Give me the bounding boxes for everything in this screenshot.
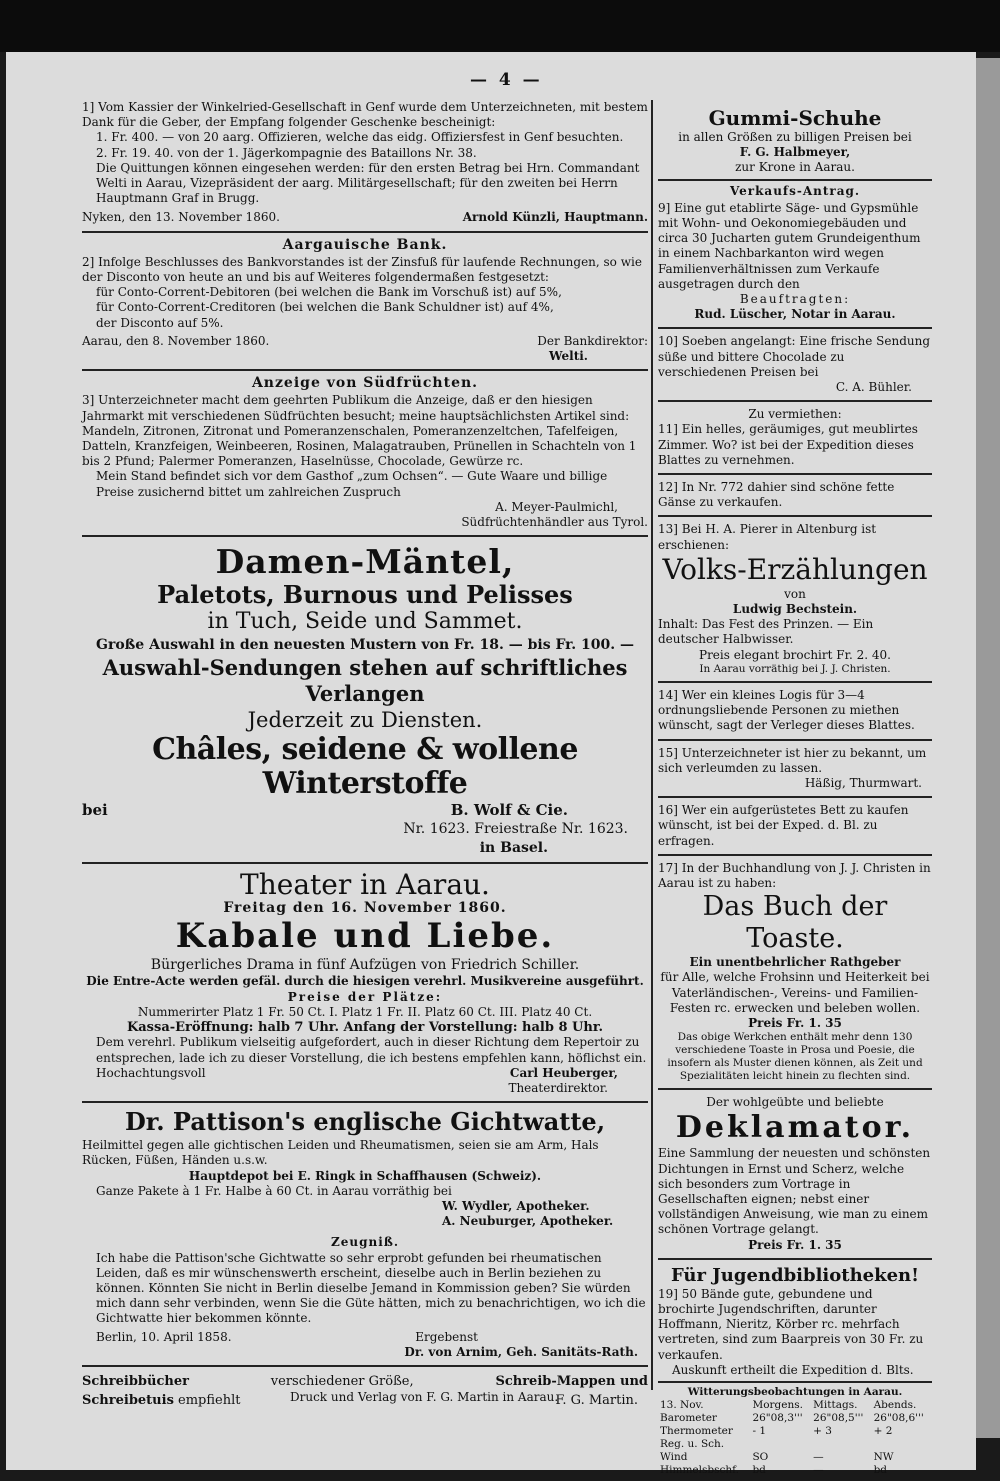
- ad-line: empfiehlt: [178, 1392, 241, 1408]
- ad-body: Heilmittel gegen alle gichtischen Leiden und Rheumatismen, seien sie am Arm, Hals Rücken, Füßen, Händen u.s.w.: [82, 1138, 599, 1168]
- table-cell: Reg. u. Sch.: [660, 1437, 725, 1450]
- firm-name: B. Wolf & Cie.: [450, 801, 568, 820]
- separator: [658, 796, 932, 798]
- ad-body: 13] Bei H. A. Pierer in Altenburg ist erschienen:: [658, 522, 877, 552]
- separator: [82, 1101, 648, 1103]
- ad-line: Dank für die Geber, der Empfang folgender Geschenke bescheinigt:: [82, 115, 496, 130]
- list-item: 1. Fr. 400. — von 20 aarg. Offizieren, welche das eidg. Offiziersfest in Genf besuchten.: [96, 130, 624, 145]
- table-cell: —: [813, 1463, 824, 1476]
- separator: [658, 400, 932, 402]
- book-subtitle: Ein unentbehrlicher Rathgeber: [689, 955, 901, 970]
- role: Theaterdirektor.: [508, 1080, 608, 1095]
- closing: Hochachtungsvoll: [96, 1065, 206, 1080]
- ad-line: verschiedener Größe,: [270, 1373, 414, 1389]
- ad-body: Auskunft ertheilt die Expedition d. Blts.: [672, 1362, 914, 1377]
- table-cell: Himmelsbschf.: [660, 1463, 739, 1476]
- list-item: 2. Fr. 19. 40. von der 1. Jägerkompagnie des Bataillons Nr. 38.: [96, 145, 477, 160]
- table-cell: Thermometer: [660, 1424, 733, 1437]
- ad-subheadline: in Tuch, Seide und Sammet.: [207, 609, 523, 635]
- table-cell: Wind: [660, 1450, 688, 1463]
- ad-body: 11] Ein helles, geräumiges, gut meublirtes Zimmer. Wo? ist bei der Expedition dieses Blattes zu vernehmen.: [658, 422, 918, 467]
- place-date: Nyken, den 13. November 1860.: [82, 210, 280, 225]
- ad-headline: Dr. Pattison's englische Gichtwatte,: [124, 1107, 606, 1137]
- signature-role: Südfrüchtenhändler aus Tyrol.: [461, 515, 648, 530]
- ad-logis: [658, 688, 932, 734]
- table-row: [658, 1412, 932, 1425]
- signature: Carl Heuberger,: [509, 1065, 618, 1080]
- ad-headline: Theater in Aarau.: [240, 868, 490, 902]
- table-header: Abends.: [873, 1398, 917, 1411]
- bei: bei: [82, 801, 108, 820]
- separator: [658, 854, 932, 856]
- address: zur Krone in Aarau.: [735, 160, 855, 175]
- table-header: 13. Nov.: [660, 1398, 704, 1411]
- ad-body: 16] Wer ein aufgerüstetes Bett zu kaufen wünscht, ist bei der Exped. d. Bl. zu erfragen.: [658, 803, 909, 848]
- separator: [658, 1381, 932, 1383]
- signature: A. Meyer-Paulmichl,: [495, 499, 618, 514]
- ad-headline: Gummi-Schuhe: [708, 106, 882, 130]
- author: Ludwig Bechstein.: [732, 602, 858, 617]
- separator: [658, 473, 932, 475]
- ad-body: 12] In Nr. 772 dahier sind schöne fette Gänse zu verkaufen.: [658, 480, 895, 510]
- ad-line: Jederzeit zu Diensten.: [247, 708, 483, 733]
- separator: [658, 681, 932, 683]
- ad-body: 9] Eine gut etablirte Säge- und Gypsmühle mit Wohn- und Oekonomiegebäuden und circa 30 Jucharten gutem Grundeigenthum in einem Nachbarkanton wird wegen Familienverhältnissen zum Verkaufe ausgetragen durch den: [658, 200, 921, 291]
- separator: [658, 1088, 932, 1090]
- table-cell: [872, 1438, 932, 1451]
- right-column: [658, 100, 932, 1477]
- depot: Hauptdepot bei E. Ringk in Schaffhausen (Schweiz).: [188, 1168, 542, 1183]
- table-header: Mittags.: [813, 1398, 858, 1411]
- ad-body: 14] Wer ein kleines Logis für 3—4 ordnungsliebende Personen zu miethen wünscht, sagt der Verleger dieses Blattes.: [658, 687, 915, 733]
- column-divider: [651, 100, 653, 1390]
- ad-damen-maentel: [82, 543, 648, 857]
- ad-headline: Châles, seidene & wollene Winterstoffe: [152, 732, 578, 802]
- ad-theater: [82, 869, 648, 1096]
- zeugnis-title: Zeugniß.: [330, 1235, 400, 1250]
- price: Preis elegant brochirt Fr. 2. 40.: [699, 647, 891, 662]
- imprint-footer: Druck und Verlag von F. G. Martin in Aarau.: [290, 1390, 559, 1404]
- signature: F. G. Martin.: [555, 1392, 638, 1408]
- ad-thurmwart: [658, 746, 932, 792]
- ad-body: 3] Unterzeichneter macht dem geehrten Publikum die Anzeige, daß er den hiesigen Jahrmarkt mit verschiedenen Südfrüchten besucht; meine hauptsächlichsten Artikel sind: Mandeln, Zitronen, Zitronat und Pomeranzenschalen, Pomeranzenzeltchen, Tafelfeigen, Datteln, Kranzfeigen, Weinbeeren, Rosinen, Malagatrauben, Prünellen in Schachteln von 1 bis 2 Pfund; Palermer Pomeranzen, Haselnüsse, Chocolade, Gewürze rc.: [82, 393, 637, 469]
- ad-body: 15] Unterzeichneter ist hier zu bekannt, um sich verleumden zu lassen.: [658, 745, 927, 775]
- ad-gichtwatte: [82, 1108, 648, 1360]
- city: in Basel.: [479, 840, 548, 857]
- prices-title: Preise der Plätze:: [287, 989, 443, 1004]
- rate-line: für Conto-Corrent-Debitoren (bei welchen die Bank im Vorschuß ist) auf 5%,: [96, 285, 562, 300]
- page-number: — 4 —: [470, 70, 543, 90]
- seller: W. Wydler, Apotheker.: [442, 1198, 590, 1213]
- separator: [82, 862, 648, 864]
- ad-body: 2] Infolge Beschlusses des Bankvorstandes ist der Zinsfuß für laufende Rechnungen, so wie der Disconto von heute an und bis auf Weiteres folgendermaßen festgesetzt:: [82, 254, 642, 285]
- rate-line: der Disconto auf 5%.: [96, 315, 224, 330]
- book-title: Volks-Erzählungen: [662, 552, 928, 586]
- table-cell: bd: [873, 1463, 888, 1476]
- price: Preis Fr. 1. 35: [748, 1237, 842, 1252]
- product: Schreib-Mappen und: [495, 1373, 648, 1389]
- name: F. G. Halbmeyer,: [739, 145, 851, 160]
- ad-body: Die Quittungen können eingesehen werden: für den ersten Betrag bei Hrn. Commandant Welti in Aarau, Vizepräsident der aarg. Militärgesellschaft; für den zweiten bei Herrn Hauptmann Graf in Brugg.: [96, 160, 640, 206]
- signature: Welti.: [549, 349, 588, 364]
- signature: Häßig, Thurmwart.: [804, 775, 922, 790]
- role: Der Bankdirektor:: [537, 333, 648, 348]
- ad-deklamator: [658, 1095, 932, 1253]
- ad-line: Große Auswahl in den neuesten Mustern von Fr. 18. — bis Fr. 100. —: [96, 637, 634, 654]
- table-cell: 26"08,6''': [873, 1411, 924, 1424]
- prices: Nummerirter Platz 1 Fr. 50 Ct. I. Platz 1 Fr. II. Platz 60 Ct. III. Platz 40 Ct.: [137, 1004, 593, 1019]
- note: Das obige Werkchen enthält mehr denn 130 verschiedene Toaste in Prosa und Poesie, die insofern als Muster dienen können, als Zeit und Spezialitäten leicht hinein zu flechten sind.: [667, 1031, 923, 1083]
- table-cell: —: [813, 1450, 824, 1463]
- ad-line: Auswahl-Sendungen stehen auf schriftliches Verlangen: [102, 655, 628, 707]
- table-header-row: [658, 1399, 932, 1412]
- signature: C. A. Bühler.: [835, 380, 912, 395]
- ad-chocolade: [658, 334, 932, 395]
- table-row: [658, 1451, 932, 1464]
- ad-title: Anzeige von Südfrüchten.: [251, 375, 479, 392]
- book-subtitle: Der wohlgeübte und beliebte: [706, 1095, 884, 1110]
- product: Schreibbücher: [82, 1373, 189, 1389]
- signature: Dr. von Arnim, Geh. Sanitäts-Rath.: [404, 1344, 638, 1359]
- rate-line: für Conto-Corrent-Creditoren (bei welchen die Bank Schuldner ist) auf 4%,: [96, 300, 554, 315]
- table-cell: - 1: [752, 1424, 767, 1437]
- table-cell: 26"08,3''': [752, 1411, 803, 1424]
- ad-body: für Alle, welche Frohsinn und Heiterkeit bei Vaterländischen-, Vereins- und Familien-Festen rc. erwecken und beleben wollen.: [660, 970, 930, 1015]
- separator: [82, 231, 648, 233]
- ad-body: in allen Größen zu billigen Preisen bei: [678, 130, 912, 144]
- table-cell: [750, 1438, 811, 1451]
- ad-body: 19] 50 Bände gute, gebundene und brochirte Jugendschriften, darunter Hoffmann, Nieritz, Körber rc. mehrfach vertreten, sind zum Baarpreis von 30 Fr. zu verkaufen.: [658, 1286, 924, 1362]
- ad-aargauische-bank: [82, 238, 648, 365]
- date: Freitag den 16. November 1860.: [223, 900, 507, 917]
- ad-body: 17] In der Buchhandlung von J. J. Christen in Aarau ist zu haben:: [658, 860, 931, 890]
- ad-jugendbibliotheken: [658, 1265, 932, 1378]
- table-cell: bd: [752, 1463, 766, 1476]
- separator: [82, 1365, 648, 1367]
- product: Schreibetuis: [82, 1392, 174, 1408]
- ad-body: Mein Stand befindet sich vor dem Gasthof „zum Ochsen“. — Gute Waare und billige Preise zusichernd bittet um zahlreichen Zuspruch: [96, 469, 608, 499]
- weather-title: Witterungsbeobachtungen in Aarau.: [687, 1385, 903, 1398]
- seller: In Aarau vorräthig bei J. J. Christen.: [699, 662, 891, 675]
- ad-gaense: [658, 480, 932, 510]
- book-title: Deklamator.: [675, 1110, 915, 1146]
- content: Inhalt: Das Fest des Prinzen. — Ein deutscher Halbwisser.: [658, 617, 874, 647]
- page-edge-shadow: [976, 58, 1000, 1438]
- ad-body: Eine Sammlung der neuesten und schönsten Dichtungen in Ernst und Scherz, welche sich besonders zum Vortrage in Gesellschaften eignen; nebst einer vollständigen Anweisung, wie man zu einem schönen Vortrage gelangt.: [658, 1146, 931, 1237]
- note: Die Entre-Acte werden gefäl. durch die hiesigen verehrl. Musikvereine ausgeführt.: [86, 974, 644, 989]
- zeugnis-body: Ich habe die Pattison'sche Gichtwatte so sehr erprobt gefunden bei rheumatischen Leiden, daß es mir wünschenswerth erscheint, dieselbe auch in Berlin beziehen zu können. Könnten Sie nicht in Berlin dieselbe Jemand in Kommission geben? Sie würden mich dann sehr verbinden, wenn Sie die Güte hätten, mich zu benachrichtigen, wo ich die Gichtwatte hier bekommen könnte.: [96, 1250, 646, 1326]
- ad-buch-der-toaste: [658, 861, 932, 1083]
- role: Beauftragten:: [739, 292, 851, 307]
- separator: [658, 327, 932, 329]
- prices: Ganze Pakete à 1 Fr. Halbe à 60 Ct. in Aarau vorräthig bei: [96, 1183, 452, 1198]
- ad-title: Aargauische Bank.: [282, 236, 448, 253]
- ad-bett: [658, 803, 932, 849]
- separator: [658, 179, 932, 181]
- table-cell: + 3: [813, 1424, 832, 1437]
- ad-headline: Für Jugendbibliotheken!: [670, 1264, 920, 1286]
- ad-title: Zu vermiethen:: [748, 407, 842, 422]
- separator: [658, 1258, 932, 1260]
- table-cell: [811, 1438, 871, 1451]
- table-cell: + 2: [873, 1424, 893, 1437]
- table-cell: NW: [873, 1450, 894, 1463]
- separator: [658, 739, 932, 741]
- closing: Ergebenst: [415, 1329, 478, 1344]
- signature: Arnold Künzli, Hauptmann.: [462, 210, 648, 225]
- signature: Rud. Lüscher, Notar in Aarau.: [694, 307, 896, 322]
- ad-winkelried: [82, 100, 648, 226]
- ad-verkaufs-antrag: [658, 184, 932, 323]
- separator: [82, 369, 648, 371]
- table-row: [658, 1464, 932, 1477]
- place-date: Aarau, den 8. November 1860.: [82, 333, 270, 348]
- weather-table: [658, 1399, 932, 1477]
- place-date: Berlin, 10. April 1858.: [96, 1329, 232, 1344]
- table-cell: 26"08,5''': [813, 1411, 864, 1424]
- times: Kassa-Eröffnung: halb 7 Uhr. Anfang der Vorstellung: halb 8 Uhr.: [126, 1020, 604, 1036]
- separator: [658, 515, 932, 517]
- price: Preis Fr. 1. 35: [748, 1015, 842, 1030]
- subtitle: Bürgerliches Drama in fünf Aufzügen von Friedrich Schiller.: [150, 957, 580, 974]
- ad-body: Dem verehrl. Publikum vielseitig aufgefordert, auch in dieser Richtung dem Repertoir zu entsprechen, lade ich zu dieser Vorstellung, die ich bestens empfehlen kann, höflichst ein.: [96, 1035, 647, 1065]
- ad-body: 10] Soeben angelangt: Eine frische Sendung süße und bittere Chocolade zu verschiedenen Preisen bei: [658, 334, 931, 379]
- seller: A. Neuburger, Apotheker.: [442, 1214, 614, 1229]
- ad-suedfruechte: [82, 376, 648, 530]
- table-row: [658, 1425, 932, 1438]
- ad-gummi-schuhe: [658, 106, 932, 176]
- table-cell: Barometer: [660, 1411, 717, 1424]
- address: Nr. 1623. Freiestraße Nr. 1623.: [403, 821, 628, 838]
- ad-zimmer: [658, 407, 932, 468]
- von: von: [784, 586, 806, 601]
- separator: [82, 535, 648, 537]
- book-title: Das Buch der Toaste.: [702, 891, 888, 955]
- play-title: Kabale und Liebe.: [175, 916, 555, 957]
- weather-table-block: [658, 1386, 932, 1477]
- table-row: [658, 1438, 932, 1451]
- scan-top-border: [0, 0, 1000, 52]
- table-cell: SO: [752, 1450, 769, 1463]
- table-header: Morgens.: [752, 1398, 803, 1411]
- ad-title: Verkaufs-Antrag.: [729, 183, 861, 198]
- left-column: [82, 100, 648, 1410]
- ad-subheadline: Paletots, Burnous und Pelisses: [157, 580, 573, 610]
- ad-headline: Damen-Mäntel,: [215, 542, 515, 582]
- ad-volks-erzaehlungen: [658, 522, 932, 675]
- ad-line: 1] Vom Kassier der Winkelried-Gesellschaft in Genf wurde dem Unterzeichneten, mit bestem: [82, 100, 648, 114]
